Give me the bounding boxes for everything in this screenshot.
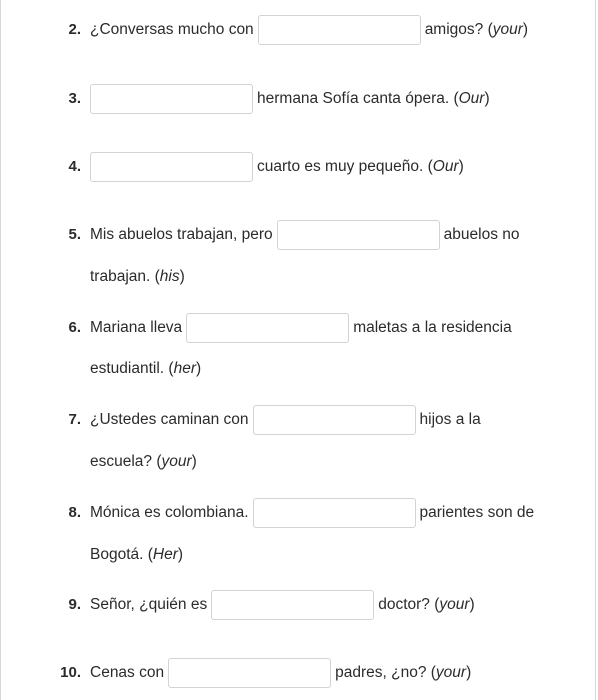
question-line (90, 658, 471, 688)
question-text-before: Mariana lleva (90, 319, 183, 336)
answer-input-6[interactable] (186, 313, 349, 343)
question-close: ) (466, 664, 472, 681)
answer-input-5[interactable] (277, 220, 440, 250)
continuation-text: escuela? ( (90, 453, 162, 470)
answer-input-4[interactable] (90, 152, 253, 182)
question-close: ) (469, 596, 475, 613)
question-number: 7. (68, 411, 81, 428)
question-number: 9. (68, 596, 81, 613)
question-number: 3. (68, 90, 81, 107)
question-line (90, 405, 481, 435)
question-text-before: Cenas con (90, 664, 165, 681)
question-hint: your (161, 453, 192, 470)
answer-input-10[interactable] (168, 658, 331, 688)
question-text-after: parientes son de (419, 504, 535, 521)
question-line (90, 15, 528, 45)
question-hint: her (173, 360, 196, 377)
question-hint: Our (432, 158, 459, 175)
question-number: 2. (68, 21, 81, 38)
question-close: ) (191, 453, 197, 470)
answer-input-7[interactable] (253, 405, 416, 435)
question-number: 10. (60, 664, 81, 681)
question-text-after: hermana Sofía canta ópera. ( (257, 90, 459, 107)
question-hint: your (492, 21, 523, 38)
question-line (90, 498, 534, 528)
question-number: 5. (68, 226, 81, 243)
answer-input-8[interactable] (253, 498, 416, 528)
question-text-after: cuarto es muy pequeño. ( (257, 158, 433, 175)
question-close: ) (484, 90, 490, 107)
question-line (90, 313, 512, 343)
answer-input-2[interactable] (258, 15, 421, 45)
question-continuation (90, 452, 197, 472)
answer-input-9[interactable] (211, 590, 374, 620)
question-close: ) (179, 268, 185, 285)
continuation-text: Bogotá. ( (90, 546, 153, 563)
question-hint: Her (152, 546, 178, 563)
question-text-after: doctor? ( (378, 596, 440, 613)
continuation-text: estudiantil. ( (90, 360, 174, 377)
question-text-before: Mis abuelos trabajan, pero (90, 226, 273, 243)
question-line (90, 152, 464, 182)
question-hint: your (435, 664, 467, 681)
question-number: 8. (68, 504, 81, 521)
question-line (90, 84, 490, 114)
question-text-before: ¿Ustedes caminan con (90, 411, 249, 428)
question-text-after: hijos a la (419, 411, 481, 428)
question-number: 6. (68, 319, 81, 336)
question-text-after: maletas a la residencia (353, 319, 512, 336)
question-text-before: Señor, ¿quién es (90, 596, 208, 613)
question-line (90, 220, 520, 250)
answer-input-3[interactable] (90, 84, 253, 114)
question-line (90, 590, 475, 620)
question-text-after: padres, ¿no? ( (335, 664, 436, 681)
question-continuation (90, 267, 185, 287)
question-text-before: ¿Conversas mucho con (90, 21, 254, 38)
question-text-after: abuelos no (443, 226, 520, 243)
question-continuation (90, 359, 201, 379)
question-close: ) (522, 21, 529, 38)
question-hint: his (159, 268, 180, 285)
question-hint: your (439, 596, 470, 613)
question-number: 4. (68, 158, 81, 175)
question-continuation (90, 545, 183, 565)
question-close: ) (177, 546, 184, 563)
question-close: ) (458, 158, 464, 175)
continuation-text: trabajan. ( (90, 268, 160, 285)
question-close: ) (195, 360, 202, 377)
question-text-before: Mónica es colombiana. (90, 504, 249, 521)
question-text-after: amigos? ( (424, 21, 493, 38)
question-hint: Our (458, 90, 485, 107)
